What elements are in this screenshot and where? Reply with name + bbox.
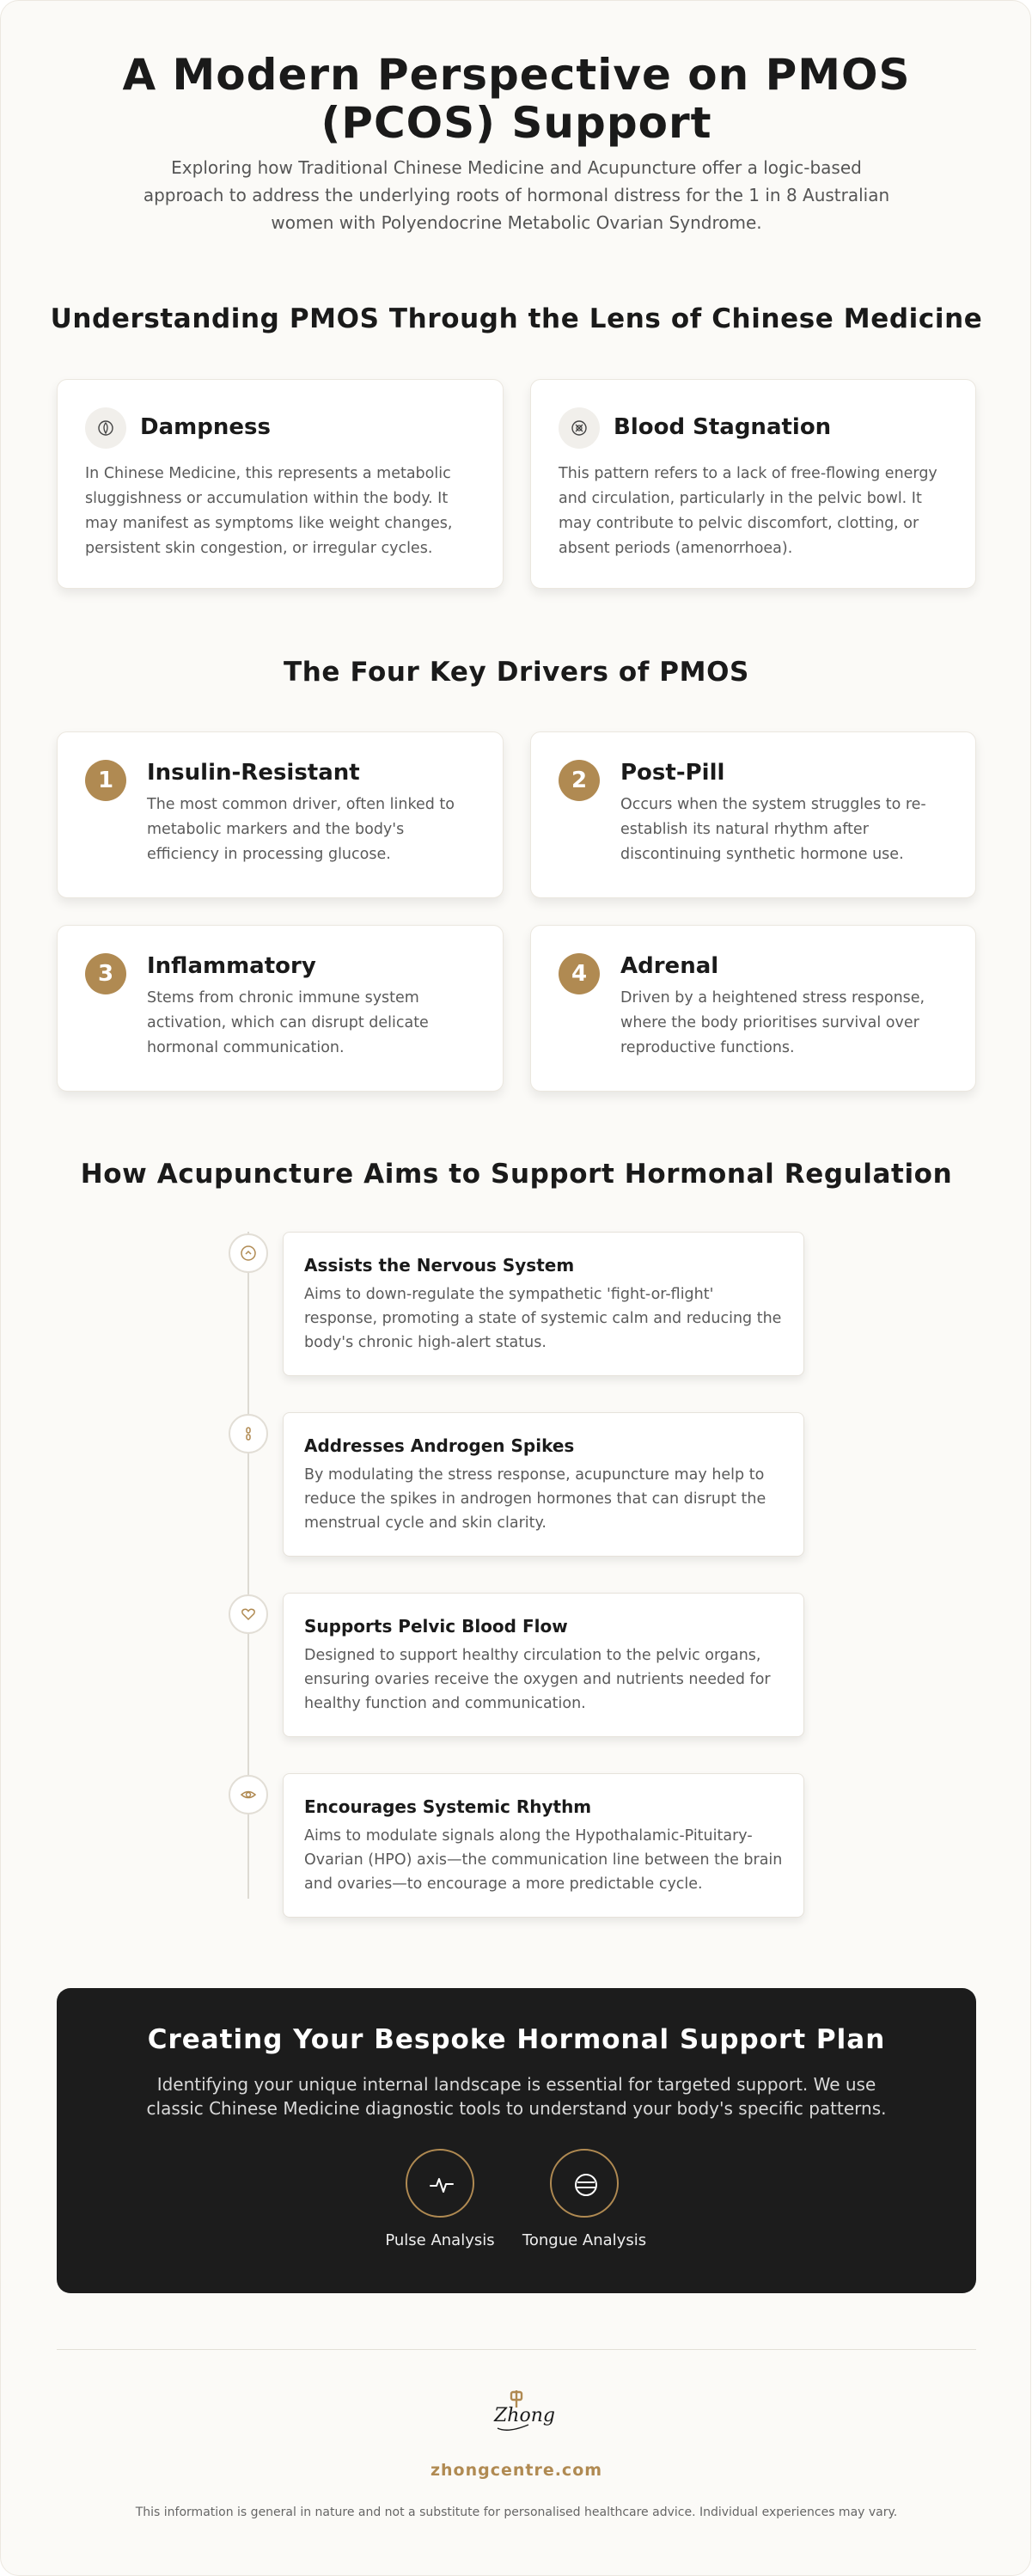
eye-icon <box>229 1775 268 1814</box>
driver-title: Insulin-Resistant <box>147 760 360 786</box>
plan-text: Identifying your unique internal landscape is essential for targeted support. We use classic Chinese Medicine diagnostic tools to understand your body's specific patterns. <box>146 2074 887 2119</box>
driver-text: Stems from chronic immune system activation, which can disrupt delicate hormonal communication. <box>147 989 429 1056</box>
driver-title: Inflammatory <box>147 953 316 979</box>
nervous-system-icon <box>229 1233 268 1273</box>
plan-title: Creating Your Bespoke Hormonal Support Plan <box>147 2024 886 2055</box>
site-link[interactable]: zhongcentre.com <box>430 2461 603 2480</box>
needle-icon <box>229 1414 268 1453</box>
timeline-card <box>283 1593 804 1737</box>
step-text: By modulating the stress response, acupuncture may help to reduce the spikes in androgen hormones that can disrupt the menstrual cycle and skin clarity. <box>304 1466 766 1532</box>
step-title: Addresses Androgen Spikes <box>304 1435 575 1456</box>
pulse-icon <box>406 2149 474 2218</box>
dampness-icon <box>85 407 126 449</box>
zhong-logo <box>491 2390 555 2442</box>
disclaimer-text: This information is general in nature and not a substitute for personalised healthcare advice. Individual experiences may vary. <box>135 2506 898 2519</box>
svg-text:Zhong: Zhong <box>494 2405 555 2426</box>
driver-card <box>57 731 504 898</box>
footer-divider <box>57 2349 976 2350</box>
driver-card <box>57 925 504 1092</box>
driver-text: Driven by a heightened stress response, where the body prioritises survival over reproductive functions. <box>620 989 925 1056</box>
dampness-card <box>57 379 504 589</box>
driver-card <box>530 925 976 1092</box>
number-badge: 2 <box>559 760 600 801</box>
pulse-analysis-label: Pulse Analysis <box>385 2231 495 2249</box>
step-text: Aims to modulate signals along the Hypothalamic-Pituitary-Ovarian (HPO) axis—the communication line between the brain and ovaries—to encourage a more predictable cycle. <box>304 1827 783 1893</box>
driver-title: Post-Pill <box>620 760 725 786</box>
card-text: In Chinese Medicine, this represents a metabolic sluggishness or accumulation within the body. It may manifest as symptoms like weight changes, persistent skin congestion, or irregular cycles. <box>85 465 453 557</box>
driver-text: The most common driver, often linked to metabolic markers and the body's efficiency in processing glucose. <box>147 796 455 863</box>
tongue-icon <box>550 2149 619 2218</box>
number-badge: 1 <box>85 760 126 801</box>
timeline-card <box>283 1773 804 1918</box>
timeline-card <box>283 1412 804 1557</box>
card-title: Blood Stagnation <box>614 414 832 440</box>
tongue-analysis-label: Tongue Analysis <box>522 2231 647 2249</box>
step-title: Supports Pelvic Blood Flow <box>304 1616 568 1637</box>
page-subtitle: Exploring how Traditional Chinese Medicine and Acupuncture offer a logic-based approach to address the underlying roots of hormonal distress for the 1 in 8 Australian women with Polyendocrine Metabolic Ovarian Syndrome. <box>143 157 890 233</box>
step-text: Designed to support healthy circulation to the pelvic organs, ensuring ovaries receive the oxygen and nutrients needed for healthy function and communication. <box>304 1647 771 1712</box>
number-badge: 4 <box>559 953 600 994</box>
step-title: Assists the Nervous System <box>304 1255 575 1276</box>
step-title: Encourages Systemic Rhythm <box>304 1796 592 1817</box>
acupuncture-section-title: How Acupuncture Aims to Support Hormonal Regulation <box>80 1159 953 1190</box>
driver-text: Occurs when the system struggles to re-establish its natural rhythm after discontinuing synthetic hormone use. <box>620 796 926 863</box>
card-text: This pattern refers to a lack of free-flowing energy and circulation, particularly in the pelvic bowl. It may contribute to pelvic discomfort, clotting, or absent periods (amenorrhoea). <box>559 465 937 557</box>
driver-card <box>530 731 976 898</box>
blood-stagnation-card <box>530 379 976 589</box>
blood-stagnation-icon <box>559 407 600 449</box>
page-title: A Modern Perspective on PMOS (PCOS) Support <box>122 50 911 148</box>
lens-section-title: Understanding PMOS Through the Lens of Chinese Medicine <box>50 303 983 334</box>
support-plan-panel <box>57 1988 976 2293</box>
timeline-card <box>283 1232 804 1376</box>
card-title: Dampness <box>140 414 271 440</box>
number-badge: 3 <box>85 953 126 994</box>
heart-icon <box>229 1594 268 1634</box>
driver-title: Adrenal <box>620 953 719 979</box>
step-text: Aims to down-regulate the sympathetic 'fight-or-flight' response, promoting a state of systemic calm and reducing the body's chronic high-alert status. <box>304 1286 782 1351</box>
drivers-section-title: The Four Key Drivers of PMOS <box>284 657 749 688</box>
